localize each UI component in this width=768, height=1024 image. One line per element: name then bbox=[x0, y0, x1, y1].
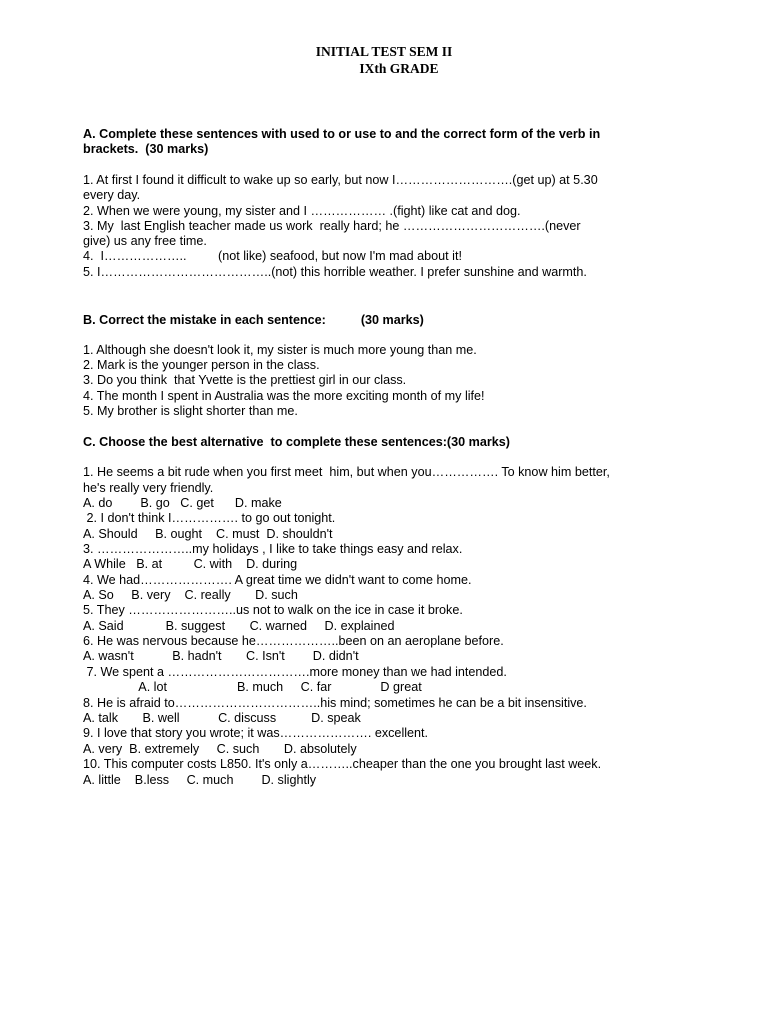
section-c-line: 3. …………………..my holidays , I like to take things easy and relax. bbox=[83, 542, 463, 556]
section-b-heading: B. Correct the mistake in each sentence: (30 marks) bbox=[83, 313, 424, 327]
section-c-line: A. wasn't B. hadn't C. Isn't D. didn't bbox=[83, 649, 359, 663]
section-c-line: 5. They ……………………..us not to walk on the ice in case it broke. bbox=[83, 603, 463, 617]
test-title: INITIAL TEST SEM II bbox=[315, 44, 453, 59]
section-c-line: 6. He was nervous because he………………..been on an aeroplane before. bbox=[83, 634, 504, 648]
section-a-heading: A. Complete these sentences with used to or use to and the correct form of the verb in bbox=[83, 127, 601, 141]
section-c-line: 7. We spent a …………………………….more money than we had intended. bbox=[83, 665, 507, 679]
section-b-line: 4. The month I spent in Australia was the more exciting month of my life! bbox=[83, 389, 485, 403]
section-a-line: 1. At first I found it difficult to wake up so early, but now I……………………….(get up) at 5.30 bbox=[83, 173, 598, 187]
section-b-line: 1. Although she doesn't look it, my sister is much more young than me. bbox=[83, 343, 477, 357]
section-c-line: 4. We had…………………. A great time we didn't want to come home. bbox=[83, 573, 472, 587]
section-a-line: 3. My last English teacher made us work really hard; he …………………………….(never bbox=[83, 219, 581, 233]
section-c-line: A. little B.less C. much D. slightly bbox=[83, 773, 317, 787]
section-b-line: 5. My brother is slight shorter than me. bbox=[83, 404, 298, 418]
section-c-line: A. So B. very C. really D. such bbox=[83, 588, 298, 602]
section-c-heading: C. Choose the best alternative to complete these sentences:(30 marks) bbox=[83, 435, 510, 449]
section-a-heading: brackets. (30 marks) bbox=[83, 142, 209, 156]
section-c-line: A. Should B. ought C. must D. shouldn't bbox=[83, 527, 333, 541]
section-c-line: A. lot B. much C. far D great bbox=[83, 680, 422, 694]
section-a-line: give) us any free time. bbox=[83, 234, 207, 248]
section-c-line: 8. He is afraid to……………………………..his mind; sometimes he can be a bit insensitive. bbox=[83, 696, 587, 710]
section-c-line: A. do B. go C. get D. make bbox=[83, 496, 282, 510]
section-c-line: 9. I love that story you wrote; it was…………………. excellent. bbox=[83, 726, 429, 740]
section-c-line: A. talk B. well C. discuss D. speak bbox=[83, 711, 361, 725]
section-a-line: every day. bbox=[83, 188, 141, 202]
section-c-line: 1. He seems a bit rude when you first meet him, but when you……………. To know him better, bbox=[83, 465, 610, 479]
section-c-line: he's really very friendly. bbox=[83, 481, 214, 495]
section-a-line: 4. I……………….. (not like) seafood, but now I'm mad about it! bbox=[83, 249, 462, 263]
section-a-line: 2. When we were young, my sister and I ……………… .(fight) like cat and dog. bbox=[83, 204, 521, 218]
section-c-line: A While B. at C. with D. during bbox=[83, 557, 298, 571]
grade-subtitle: IXth GRADE bbox=[359, 61, 439, 76]
section-b-line: 3. Do you think that Yvette is the prettiest girl in our class. bbox=[83, 373, 407, 387]
section-a-line: 5. I…………………………………..(not) this horrible weather. I prefer sunshine and warmth. bbox=[83, 265, 587, 279]
section-b-line: 2. Mark is the younger person in the class. bbox=[83, 358, 320, 372]
section-c-line: 10. This computer costs L850. It's only a………..cheaper than the one you brought last week. bbox=[83, 757, 602, 771]
section-c-line: A. very B. extremely C. such D. absolutely bbox=[83, 742, 357, 756]
section-c-line: A. Said B. suggest C. warned D. explained bbox=[83, 619, 395, 633]
section-c-line: 2. I don't think I……………. to go out tonight. bbox=[83, 511, 336, 525]
